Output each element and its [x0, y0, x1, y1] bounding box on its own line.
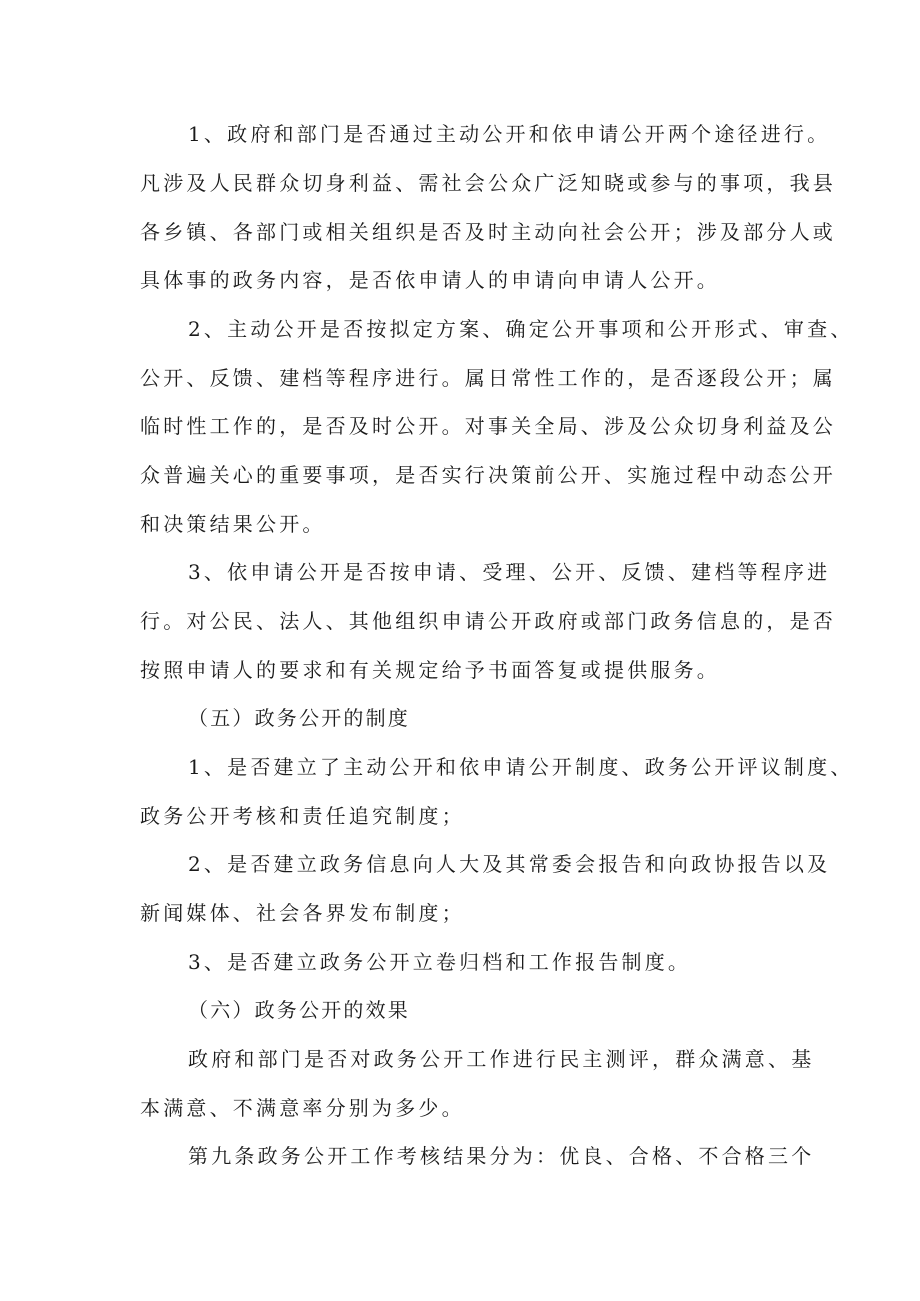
paragraph-line: 2、主动公开是否按拟定方案、确定公开事项和公开形式、审查、	[188, 317, 854, 341]
paragraph-line: 众普遍关心的重要事项，是否实行决策前公开、实施过程中动态公开	[140, 463, 836, 487]
paragraph-line: 3、是否建立政务公开立卷归档和工作报告制度。	[188, 950, 692, 974]
paragraph-line: 政务公开考核和责任追究制度；	[140, 804, 465, 828]
section-heading: （五）政务公开的制度	[188, 706, 410, 730]
paragraph-line: 临时性工作的，是否及时公开。对事关全局、涉及公众切身利益及公	[140, 414, 836, 438]
paragraph-line: 和决策结果公开。	[140, 512, 326, 536]
paragraph-line: 具体事的政务内容，是否依申请人的申请向申请人公开。	[140, 268, 720, 292]
paragraph-line: 公开、反馈、建档等程序进行。属日常性工作的，是否逐段公开；属	[140, 366, 836, 390]
section-heading: （六）政务公开的效果	[188, 998, 410, 1022]
paragraph-line: 政府和部门是否对政务公开工作进行民主测评，群众满意、基	[188, 1047, 815, 1071]
paragraph-line: 凡涉及人民群众切身利益、需社会公众广泛知晓或参与的事项，我县	[140, 171, 836, 195]
paragraph-line: 新闻媒体、社会各界发布制度；	[140, 901, 465, 925]
paragraph-line: 行。对公民、法人、其他组织申请公开政府或部门政务信息的，是否	[140, 609, 836, 633]
paragraph-line: 第九条政务公开工作考核结果分为：优良、合格、不合格三个	[188, 1144, 815, 1168]
paragraph-line: 3、依申请公开是否按申请、受理、公开、反馈、建档等程序进	[188, 560, 831, 584]
paragraph-line: 各乡镇、各部门或相关组织是否及时主动向社会公开；涉及部分人或	[140, 220, 836, 244]
paragraph-line: 按照申请人的要求和有关规定给予书面答复或提供服务。	[140, 658, 720, 682]
paragraph-line: 1、政府和部门是否通过主动公开和依申请公开两个途径进行。	[188, 122, 831, 146]
paragraph-line: 本满意、不满意率分别为多少。	[140, 1096, 465, 1120]
paragraph-line: 2、是否建立政务信息向人大及其常委会报告和向政协报告以及	[188, 852, 831, 876]
paragraph-line: 1、是否建立了主动公开和依申请公开制度、政务公开评议制度、	[188, 755, 854, 779]
